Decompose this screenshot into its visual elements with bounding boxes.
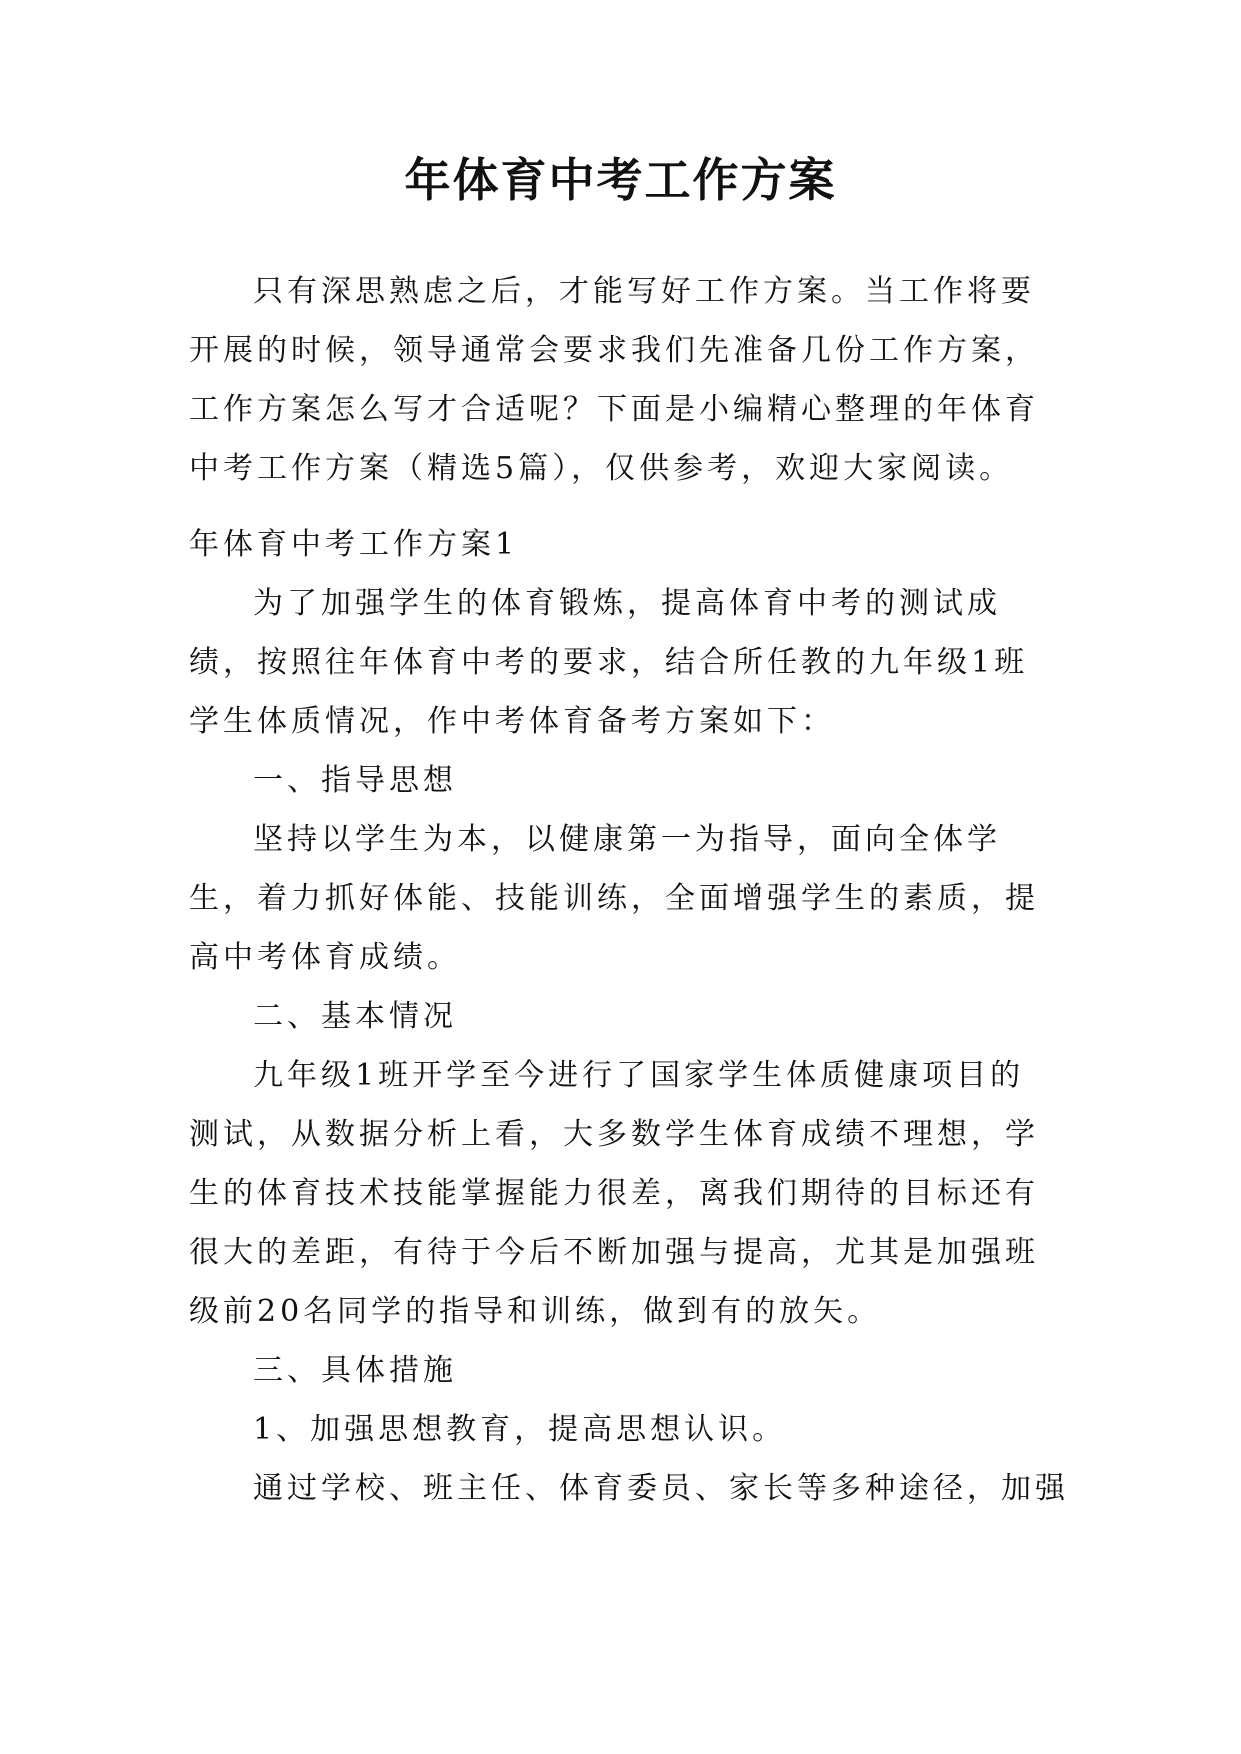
- intro-paragraph: 只有深思熟虑之后，才能写好工作方案。当工作将要开展的时候，领导通常会要求我们先准备几份工作方案，工作方案怎么写才合适呢？下面是小编精心整理的年体育中考工作方案（精选5篇），仅供参考，欢迎大家阅读。: [189, 274, 1039, 486]
- subheading-basic-situation: 二、基本情况: [253, 999, 457, 1034]
- document-title: 年体育中考工作方案: [404, 153, 837, 207]
- measure-item-1: 1、加强思想教育，提高思想认识。: [253, 1412, 787, 1447]
- basic-situation-paragraph: 九年级1班开学至今进行了国家学生体质健康项目的测试，从数据分析上看，大多数学生体育成绩不理想，学生的体育技术技能掌握能力很差，离我们期待的目标还有很大的差距，有待于今后不断加强与提高，尤其是加强班级前20名同学的指导和训练，做到有的放矢。: [189, 1058, 1039, 1329]
- section-paragraph: 为了加强学生的体育锻炼，提高体育中考的测试成绩，按照往年体育中考的要求，结合所任教的九年级1班学生体质情况，作中考体育备考方案如下：: [189, 586, 1029, 739]
- measure-item-1-text: 通过学校、班主任、体育委员、家长等多种途径，加强: [253, 1471, 1069, 1506]
- subheading-guiding-ideology: 一、指导思想: [253, 763, 457, 798]
- section-heading: 年体育中考工作方案1: [189, 527, 519, 562]
- guiding-ideology-paragraph: 坚持以学生为本，以健康第一为指导，面向全体学生，着力抓好体能、技能训练，全面增强学生的素质，提高中考体育成绩。: [189, 822, 1039, 975]
- subheading-specific-measures: 三、具体措施: [253, 1353, 457, 1388]
